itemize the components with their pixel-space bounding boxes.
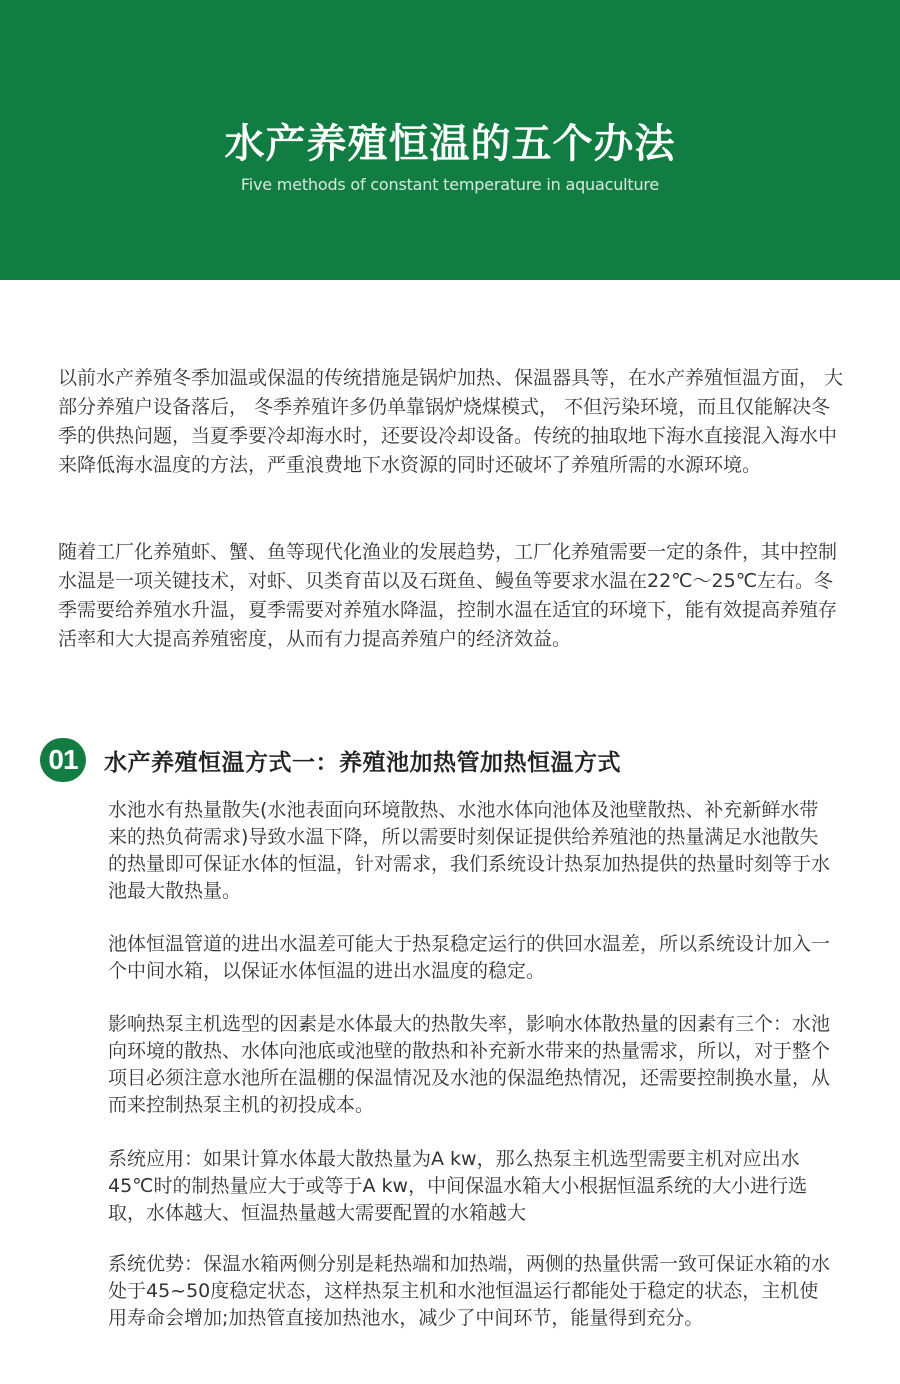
section-paragraph: 系统应用：如果计算水体最大散热量为A kw，那么热泵主机选型需要主机对应出水45℃时的制热量应大于或等于A kw，中间保温水箱大小根据恒温系统的大小进行选取，水体越大、恒温热量越大需要配置的水箱越大	[108, 1148, 808, 1224]
section-paragraph: 影响热泵主机选型的因素是水体最大的热散失率，影响水体散热量的因素有三个：水池向环境的散热、水体向池底或池壁的散热和补充新水带来的热量需求，所以，对于整个项目必须注意水池所在温棚的保温情况及水池的保温绝热情况，还需要控制换水量，从而来控制热泵主机的初投成本。	[108, 1013, 831, 1116]
section-paragraph: 系统优势：保温水箱两侧分别是耗热端和加热端，两侧的热量供需一致可保证水箱的水处于45~50度稳定状态，这样热泵主机和水池恒温运行都能处于稳定的状态，主机使用寿命会增加;加热管直接加热池水，减少了中间环节，能量得到充分。	[108, 1253, 831, 1329]
section-number-badge: 01	[40, 738, 86, 782]
page-title: 水产养殖恒温的五个办法	[224, 121, 676, 167]
section-paragraph: 池体恒温管道的进出水温差可能大于热泵稳定运行的供回水温差，所以系统设计加入一个中间水箱，以保证水体恒温的进出水温度的稳定。	[108, 933, 831, 982]
page-subtitle: Five methods of constant temperature in aquaculture	[240, 175, 660, 194]
section-header	[40, 738, 621, 782]
section-paragraph: 水池水有热量散失(水池表面向环境散热、水池水体向池体及池壁散热、补充新鲜水带来的热负荷需求)导致水温下降，所以需要时刻保证提供给养殖池的热量满足水池散失的热量即可保证水体的恒温，针对需求，我们系统设计热泵加热提供的热量时刻等于水池最大散热量。	[108, 799, 831, 902]
header-banner	[0, 0, 900, 280]
intro-paragraph: 随着工厂化养殖虾、蟹、鱼等现代化渔业的发展趋势，工厂化养殖需要一定的条件，其中控制水温是一项关键技术，对虾、贝类育苗以及石斑鱼、鳗鱼等要求水温在22℃～25℃左右。冬季需要给养殖水升温，夏季需要对养殖水降温，控制水温在适宜的环境下，能有效提高养殖存活率和大大提高养殖密度，从而有力提高养殖户的经济效益。	[58, 541, 838, 650]
section-title: 水产养殖恒温方式一：养殖池加热管加热恒温方式	[104, 749, 621, 776]
intro-paragraph: 以前水产养殖冬季加温或保温的传统措施是锅炉加热、保温器具等，在水产养殖恒温方面， 大部分养殖户设备落后， 冬季养殖许多仍单靠锅炉烧煤模式， 不但污染环境，而且仅能解决冬季的供热问题，当夏季要冷却海水时，还要设冷却设备。传统的抽取地下海水直接混入海水中来降低海水温度的方法，严重浪费地下水资源的同时还破坏了养殖所需的水源环境。	[58, 367, 844, 476]
